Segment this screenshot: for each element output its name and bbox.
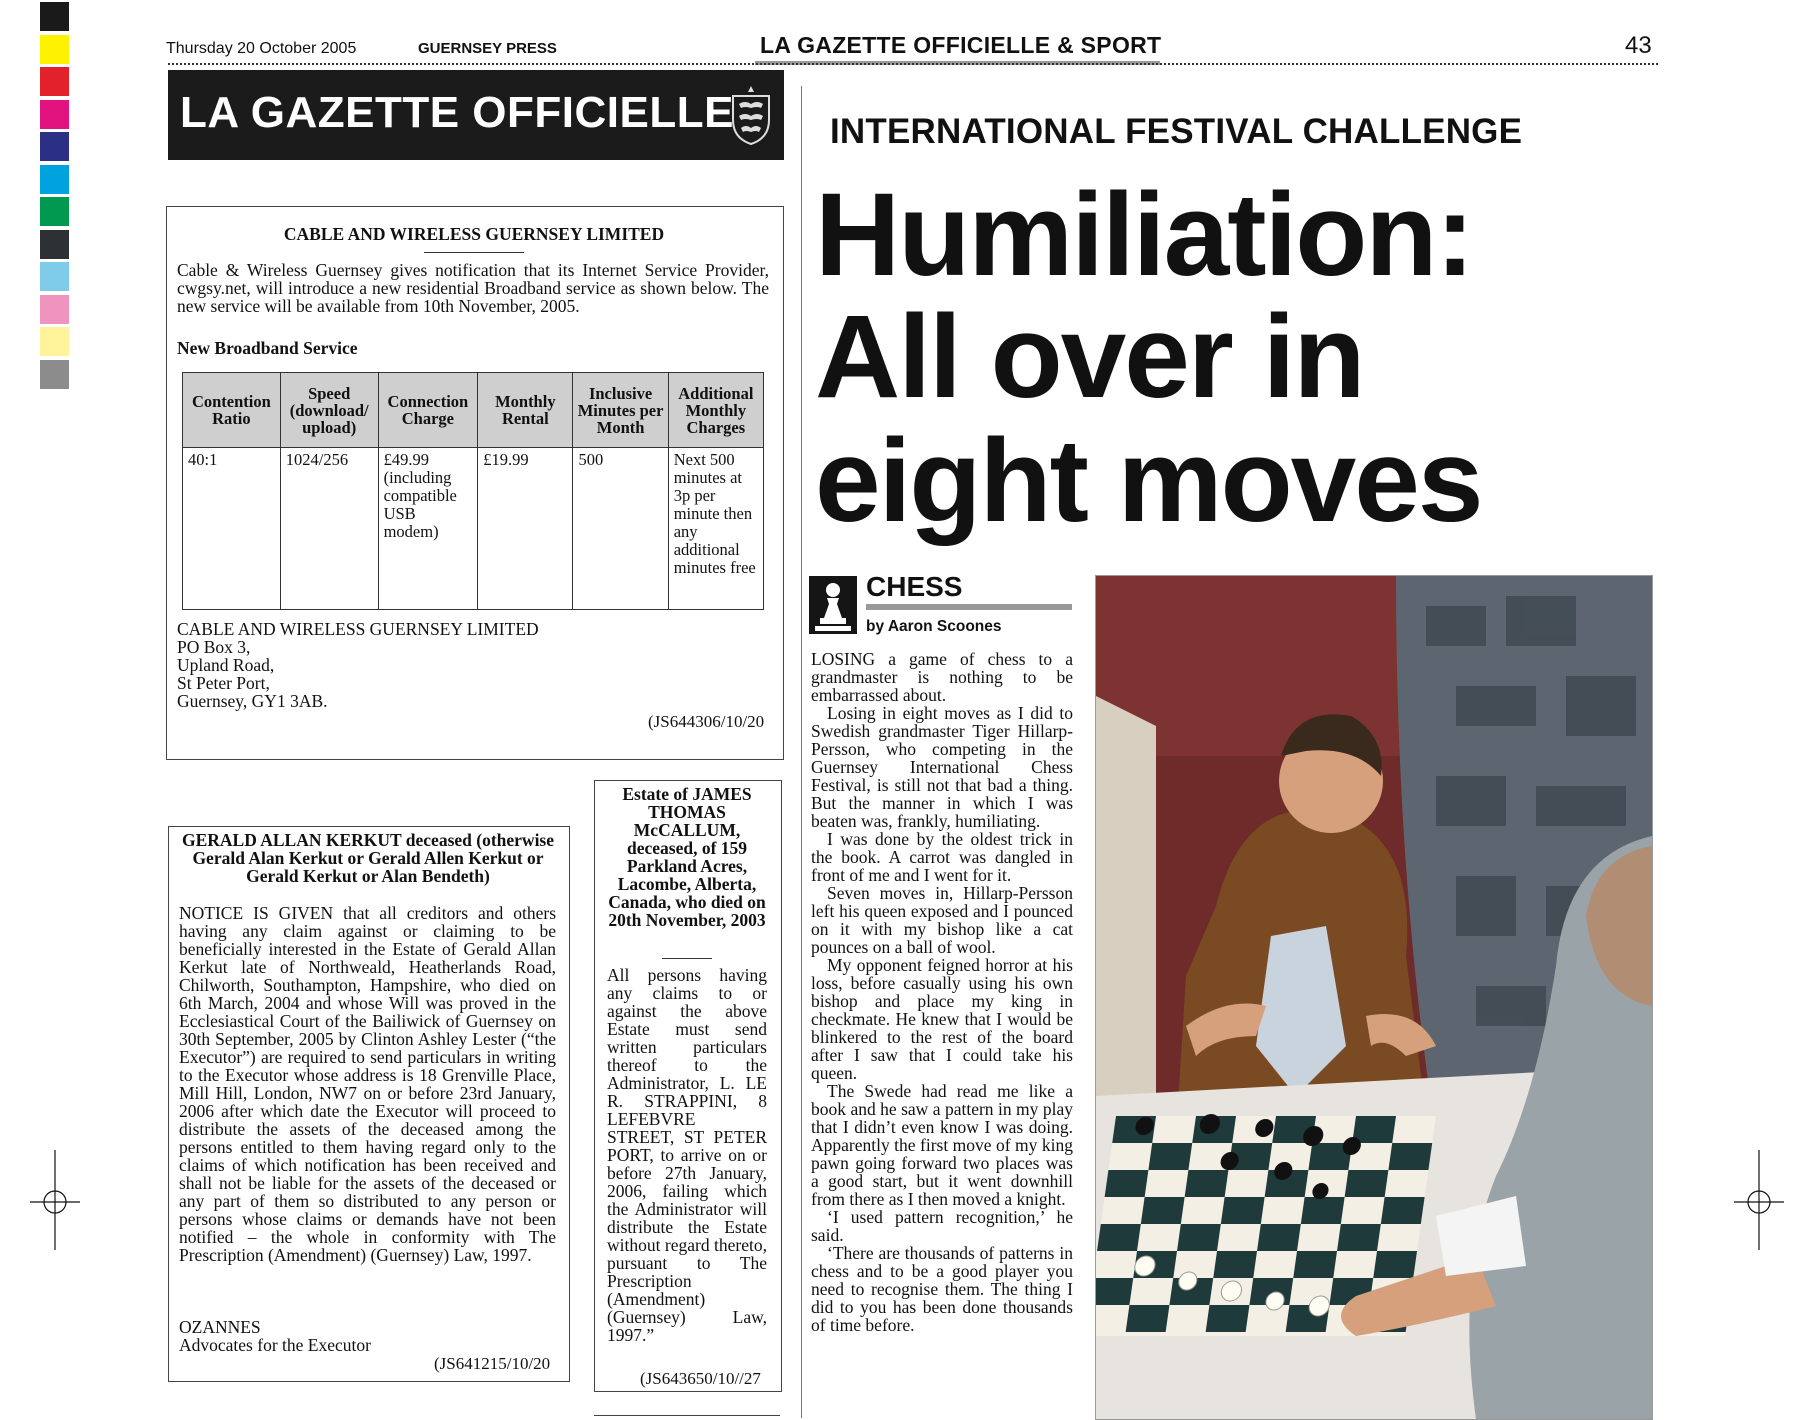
color-swatch (40, 295, 69, 324)
color-swatch (40, 197, 69, 226)
article-paragraph: ‘There are thousands of patterns in chess and to be a good player you need to recognise them. The thing I did to you has been done thousands of time before. (811, 1243, 1073, 1335)
paper-name: GUERNSEY PRESS (418, 40, 557, 57)
table-cell: £49.99 (including compatible USB modem) (378, 448, 478, 610)
table-cell: £19.99 (478, 448, 573, 610)
notice-mccallum-rule (662, 958, 712, 959)
notice-cw-ref: (JS644306/10/20 (648, 712, 765, 731)
registration-mark-left (30, 1150, 80, 1250)
table-cell: Next 500 minutes at 3p per minute then any additional minutes free (668, 448, 763, 610)
article-paragraph: Seven moves in, Hillarp-Persson left his queen exposed and I pounced on it with my bishop like a cat pounces on a ball of wool. (811, 883, 1073, 957)
notice-cw-address (177, 620, 539, 710)
notice-cw-rule (424, 252, 524, 253)
color-swatch (40, 230, 69, 259)
color-swatch (40, 100, 69, 129)
table-header: Contention Ratio (183, 373, 281, 448)
table-cell: 1024/256 (280, 448, 378, 610)
broadband-table (182, 372, 764, 610)
notice-cw-subheading: New Broadband Service (177, 338, 358, 358)
table-header: Monthly Rental (478, 373, 573, 448)
color-swatch (40, 67, 69, 96)
headline-line-1: Humiliation: (815, 169, 1473, 301)
article-paragraph: The Swede had read me like a book and he saw a pattern in my play that I didn’t even know I was doing. Apparently the first move of my king pawn going forward two places was a good start, but it went downhill from there as I then moved a knight. (811, 1081, 1073, 1209)
article-paragraph: I was done by the oldest trick in the book. A carrot was dangled in front of me and I went for it. (811, 829, 1073, 885)
color-swatch (40, 262, 69, 291)
notice-kerkut-ref: (JS641215/10/20 (434, 1354, 551, 1373)
color-swatch (40, 35, 69, 64)
byline: by Aaron Scoones (866, 618, 1002, 635)
header-dotted-rule (168, 63, 1658, 65)
address-line: CABLE AND WIRELESS GUERNSEY LIMITED (177, 619, 539, 639)
article-body (811, 650, 1073, 1334)
signatory-role: Advocates for the Executor (179, 1335, 371, 1355)
article-paragraph: My opponent feigned horror at his loss, before casually using his own bishop and place my king in checkmate. He knew that I would be blinkered to the rest of the board after I saw that I could take his queen. (811, 955, 1073, 1083)
article-paragraph: Losing in eight moves as I did to Swedish grandmaster Tiger Hillarp-Persson, who competing in the Guernsey International Chess Festival, is still not that bad a thing. But the manner in which I was beaten was, frankly, humiliating. (811, 703, 1073, 831)
column-divider (801, 86, 802, 1418)
notice-mccallum-ref: (JS643650/10//27 (640, 1369, 761, 1388)
notice-kerkut-body: NOTICE IS GIVEN that all creditors and others having any claim against or claiming to be beneficially interested in the Estate of Gerald Allan Kerkut late of Northweald, Heatherlands Road, Chilworth, Southampton, Hampshire, who died on 6th March, 2004 and whose Will was proved in the Ecclesiastical Court of the Bailiwick of Guernsey on 30th September, 2005 by Clinton Ashley Lester (“the Executor”) are required to send particulars in writing to the Executor whose address is 18 Grenville Place, Mill Hill, London, NW7 on or before 23rd January, 2006 after which date the Executor will proceed to distribute the assets of the deceased among the persons entitled to them having regard only to the claims of which notification has been received and shall not be liable for the assets of the deceased or any part of them so distributed to any person or persons whose claims or demands have not been notified – the whole in conformity with The Prescription (Amendment) (Guernsey) Law, 1997. (179, 903, 556, 1265)
address-line: Upland Road, (177, 655, 275, 675)
color-swatch (40, 2, 69, 31)
registration-mark-right (1734, 1150, 1784, 1250)
color-swatch (40, 360, 69, 389)
guernsey-crest-icon (728, 84, 774, 146)
table-cell: 40:1 (183, 448, 281, 610)
issue-date: Thursday 20 October 2005 (166, 40, 357, 57)
notice-mccallum-body: All persons having any claims to or against the above Estate must send written particulars thereof to the Administrator, L. LE R. STRAPPINI, 8 LEFEBVRE STREET, ST PETER PORT, to arrive on or before 27th January, 2006, failing which the Administrator will distribute the Estate without regard thereto, pursuant to The Prescription (Amendment) (Guernsey) Law, 1997.” (607, 965, 767, 1345)
color-swatch (40, 132, 69, 161)
address-line: PO Box 3, (177, 637, 251, 657)
notice-cw-title: CABLE AND WIRELESS GUERNSEY LIMITED (283, 224, 665, 244)
column-label: CHESS (866, 571, 963, 602)
notice-kerkut-title: GERALD ALLAN KERKUT deceased (otherwise Gerald Alan Kerkut or Gerald Allen Kerkut or Gerald Kerkut or Alan Bendeth) (181, 830, 555, 886)
notice-kerkut-signatory (179, 1318, 371, 1354)
headline-line-3: eight moves (815, 415, 1482, 547)
notice-cw-body: Cable & Wireless Guernsey gives notification that its Internet Service Provider, cwgsy.net, will introduce a new residential Broadband service as shown below. The new service will be available from 10th November, 2005. (177, 260, 769, 316)
table-header: Inclusive Minutes per Month (573, 373, 668, 448)
signatory-name: OZANNES (179, 1317, 261, 1337)
table-cell: 500 (573, 448, 668, 610)
next-notice-edge (594, 1415, 780, 1416)
page-number: 43 (1625, 32, 1652, 59)
address-line: Guernsey, GY1 3AB. (177, 691, 328, 711)
gazette-banner-title: LA GAZETTE OFFICIELLE (180, 88, 734, 137)
column-label-rule (866, 604, 1072, 610)
table-header: Additional Monthly Charges (668, 373, 763, 448)
table-header: Connection Charge (378, 373, 478, 448)
color-swatch (40, 327, 69, 356)
chess-pawn-icon (809, 576, 857, 634)
chess-match-photo (1095, 575, 1653, 1420)
notice-mccallum-title: Estate of JAMES THOMAS McCALLUM, deceased, of 159 Parkland Acres, Lacombe, Alberta, Canada, who died on 20th November, 2003 (608, 784, 766, 930)
article-kicker: INTERNATIONAL FESTIVAL CHALLENGE (830, 112, 1523, 151)
section-title: LA GAZETTE OFFICIELLE & SPORT (760, 32, 1162, 58)
table-header: Speed (download/ upload) (280, 373, 378, 448)
headline-line-2: All over in (815, 291, 1364, 423)
article-paragraph: LOSING a game of chess to a grandmaster is nothing to be embarrassed about. (811, 649, 1073, 705)
address-line: St Peter Port, (177, 673, 270, 693)
color-swatch (40, 165, 69, 194)
article-paragraph: ‘I used pattern recognition,’ he said. (811, 1207, 1073, 1245)
